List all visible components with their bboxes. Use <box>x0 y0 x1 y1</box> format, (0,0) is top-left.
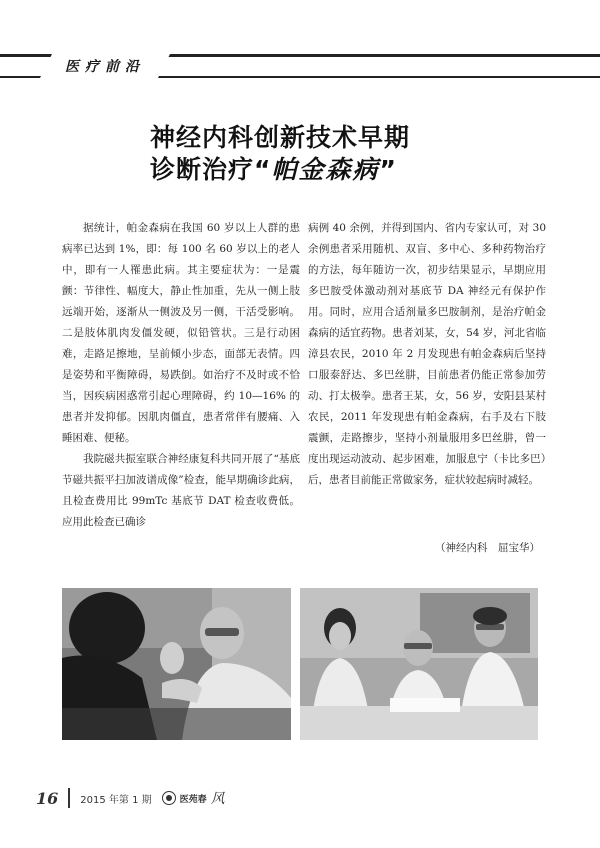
footer-divider <box>68 788 70 808</box>
title-prefix: 诊断治疗 <box>150 155 255 184</box>
page-number: 16 <box>36 788 59 808</box>
photo-doctor-examining-patient <box>62 588 291 740</box>
paragraph: 我院磁共振室联合神经康复科共同开展了“基底节磁共振平扫加波谱成像”检查，能早期确诊此病，且检查费用比 99mTc 基底节 DAT 检查收费低。应用此检查已确诊 <box>62 453 300 528</box>
page-footer <box>36 788 576 808</box>
title-close-quote: ” <box>379 155 397 184</box>
article-title-line1: 神经内科创新技术早期 <box>150 123 411 152</box>
logo-icon <box>162 791 176 805</box>
section-label: 医疗前沿 <box>65 59 145 75</box>
magazine-script: 风 <box>210 791 225 807</box>
article-title-line2 <box>150 150 570 186</box>
issue-label: 2015 年第 1 期 <box>80 794 152 806</box>
magazine-name: 医苑春 <box>179 794 207 805</box>
title-highlight: 帕金森病 <box>271 155 380 184</box>
right-column <box>308 218 546 491</box>
paragraph: 病例 40 余例，并得到国内、省内专家认可，对 30 余例患者采用随机、双盲、多中心、多种药物治疗的方法，每年随访一次，初步结果显示，早期应用多巴胺受体激动剂对基底节 DA 神经元有保护作用。同时，应用合适剂量多巴胺制剂，是治疗帕金森病的适宜药物。患者刘某，女，54 岁，河北省临漳县农民，2010 年 2 月发现患有帕金森病后坚持口服泰舒达、多巴丝肼，目前患者仍能正常参加劳动、打太极拳。患者王某，女，56 岁，安阳县某村农民，2011 年发现患有帕金森病，右手及右下肢震颤，走路擦步，坚持小剂量服用多巴丝肼，曾一度出现运动波动、起步困难，加服息宁（卡比多巴）后，患者目前能正常做家务，症状较起病时减轻。 <box>308 222 546 486</box>
title-open-quote: “ <box>254 155 272 184</box>
photo-doctors-consultation <box>300 588 538 740</box>
magazine-logo <box>162 788 225 808</box>
left-column <box>62 218 300 533</box>
byline: （神经内科 屈宝华） <box>435 542 540 554</box>
paragraph: 据统计，帕金森病在我国 60 岁以上人群的患病率已达到 1%，即：每 100 名 60 岁以上的老人中，即有一人罹患此病。其主要症状为：一是震颤：节律性、幅度大，静止性加重，先从一侧上肢远端开始，逐渐从一侧波及另一侧，干活受影响。二是肢体肌肉发僵发硬，似铅管状。三是行动困难，走路足擦地，呈前倾小步态，面部无表情。四是姿势和平衡障碍，易跌倒。如治疗不及时或不恰当，因疾病困惑常引起心理障碍，约 10—16% 的患者并发抑郁。因肌肉僵直，患者常伴有腰痛、入睡困难、便秘。 <box>62 222 300 444</box>
